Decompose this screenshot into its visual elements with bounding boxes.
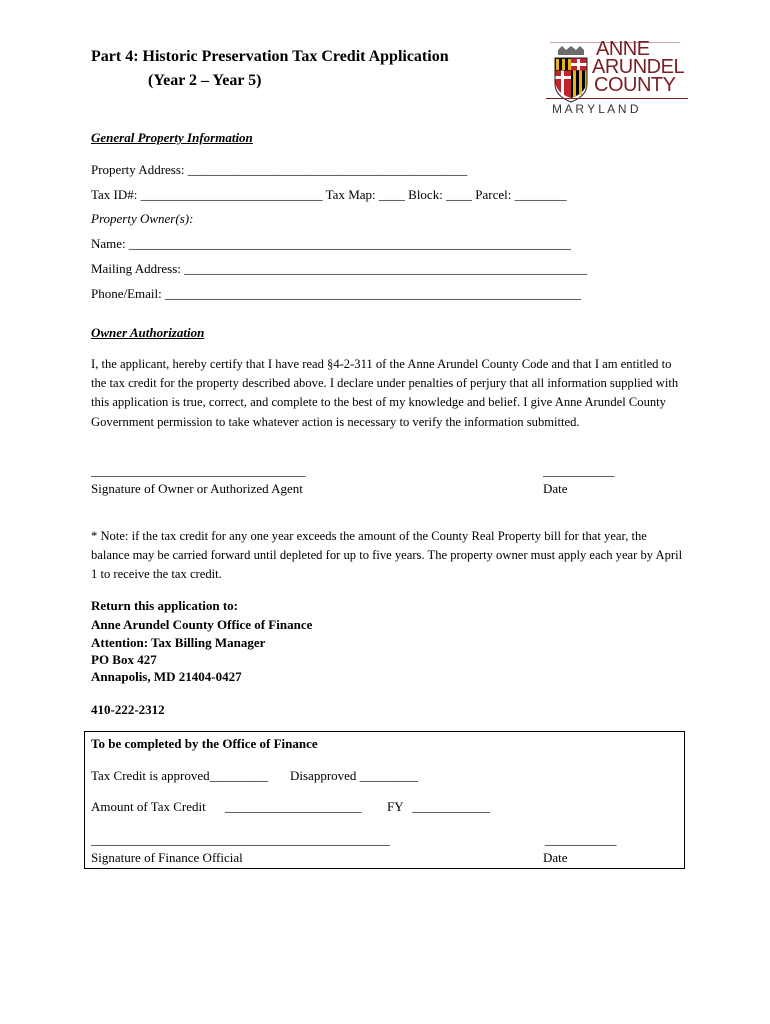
amount-label: Amount of Tax Credit <box>91 799 206 814</box>
property-address-field: Property Address: ___________________________________________ <box>91 162 468 177</box>
return-phone: 410-222-2312 <box>91 702 165 717</box>
phone-email-field: Phone/Email: ________________________________________________________________ <box>91 286 582 301</box>
return-city: Annapolis, MD 21404-0427 <box>91 669 242 684</box>
fy-line: ____________ <box>412 799 490 814</box>
finance-date-label: Date <box>543 850 568 865</box>
page-title: Part 4: Historic Preservation Tax Credit Application <box>91 48 449 65</box>
certification-text: I, the applicant, hereby certify that I have read §4-2-311 of the Anne Arundel County Code and that I am entitled to the tax credit for the property described above. I declare under penalties of perjury that all information supplied with this application is true, correct, and complete to the best of my knowledge and belief. I give Anne Arundel County Government permission to take whatever action is necessary to verify the information submitted. <box>91 357 679 429</box>
approved-field: Tax Credit is approved_________ <box>91 768 269 783</box>
logo-line1: ANNE <box>596 38 650 60</box>
logo-line3: COUNTY <box>594 74 676 96</box>
owner-date-label: Date <box>543 481 568 496</box>
finance-signature-label: Signature of Finance Official <box>91 850 243 865</box>
county-logo <box>546 40 688 120</box>
logo-line2: ARUNDEL <box>592 56 685 78</box>
finance-date-line: ___________ <box>545 832 617 847</box>
maryland-crest-icon <box>552 46 590 104</box>
amount-line: _____________________ <box>225 799 362 814</box>
mailing-address-field: Mailing Address: ______________________________________________________________ <box>91 261 588 276</box>
disapproved-field: Disapproved _________ <box>290 768 419 783</box>
owners-label: Property Owner(s): <box>91 211 194 226</box>
carryforward-note: * Note: if the tax credit for any one year exceeds the amount of the County Real Property bill for that year, the balance may be carried forward until depleted for up to five years. The property owner must apply each year by April 1 to receive the tax credit. <box>91 529 683 582</box>
fy-label: FY <box>387 799 404 814</box>
tax-id-field: Tax ID#: ____________________________ Tax Map: ____ Block: ____ Parcel: ________ <box>91 187 567 202</box>
return-attention: Attention: Tax Billing Manager <box>91 635 266 650</box>
logo-state: M A R Y L A N D <box>552 102 639 116</box>
finance-signature-line: ______________________________________________ <box>91 832 390 847</box>
return-office: Anne Arundel County Office of Finance <box>91 617 313 632</box>
return-po-box: PO Box 427 <box>91 652 157 667</box>
return-heading: Return this application to: <box>91 598 238 613</box>
name-field: Name: ____________________________________________________________________ <box>91 236 571 251</box>
general-heading: General Property Information <box>91 130 253 145</box>
finance-heading: To be completed by the Office of Finance <box>91 736 318 751</box>
owner-signature-label: Signature of Owner or Authorized Agent <box>91 481 303 496</box>
owner-date-line: ___________ <box>543 463 615 478</box>
owner-signature-line: _________________________________ <box>91 463 306 478</box>
page-subtitle: (Year 2 – Year 5) <box>148 72 262 89</box>
authorization-heading: Owner Authorization <box>91 325 205 340</box>
